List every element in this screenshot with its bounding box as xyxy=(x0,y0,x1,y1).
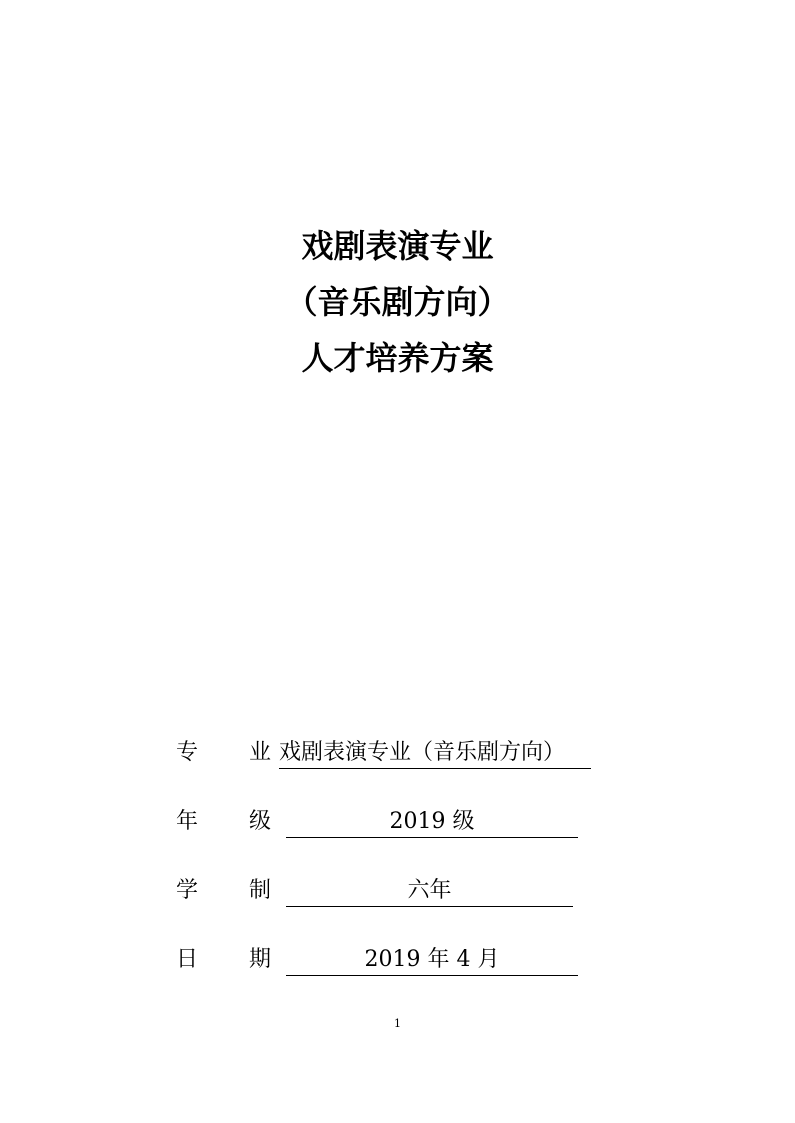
info-label-char: 年 xyxy=(176,809,199,834)
major-value: 戏剧表演专业（音乐剧方向） xyxy=(279,736,591,769)
info-label-char: 日 xyxy=(176,947,199,972)
info-label-char: 期 xyxy=(249,947,272,972)
title-line-plan: 人才培养方案 xyxy=(301,339,494,377)
info-label-char: 级 xyxy=(249,809,272,834)
title-line-direction: （音乐剧方向） xyxy=(285,283,510,321)
cover-info-fields xyxy=(176,736,636,1012)
page-number: 1 xyxy=(394,1017,401,1030)
info-row-major xyxy=(176,736,636,805)
duration-value: 六年 xyxy=(286,874,573,907)
info-row-duration xyxy=(176,874,636,943)
date-value: 2019 年 4 月 xyxy=(286,943,578,976)
info-label-char: 制 xyxy=(249,878,272,903)
info-row-grade xyxy=(176,805,636,874)
grade-value: 2019 级 xyxy=(286,805,578,838)
title-line-major: 戏剧表演专业 xyxy=(301,227,494,265)
info-label-char: 专 xyxy=(176,740,199,765)
document-title xyxy=(0,218,795,386)
info-row-date xyxy=(176,943,636,1012)
info-label-char: 学 xyxy=(176,878,199,903)
info-label-char: 业 xyxy=(249,740,272,765)
